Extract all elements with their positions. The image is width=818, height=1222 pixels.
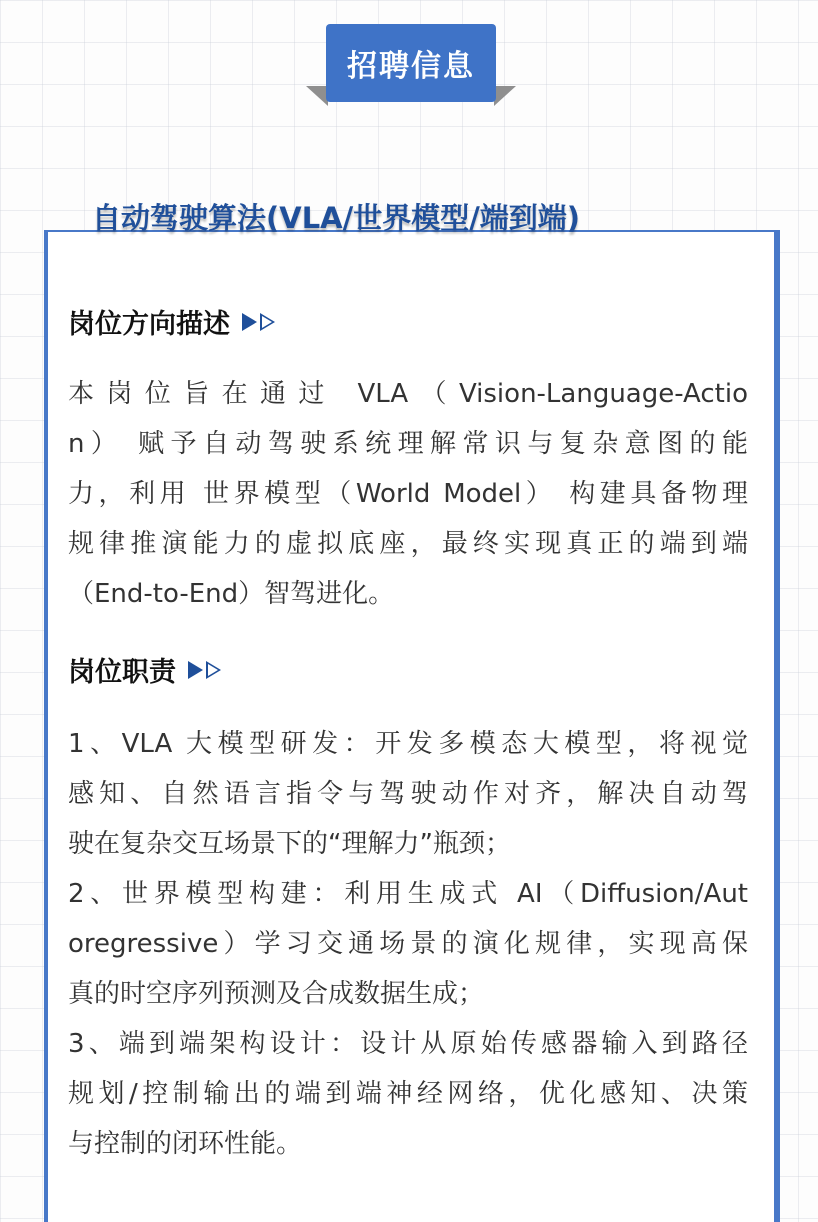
text-line: 本岗位旨在通过 VLA（Vision-Language-Actio (68, 379, 748, 409)
section-heading-text: 岗位职责 (68, 657, 176, 688)
section-heading-duties (68, 650, 221, 689)
banner-fold-right (494, 86, 516, 106)
text-line: （End-to-End）智驾进化。 (68, 579, 395, 609)
double-arrow-icon (188, 661, 221, 679)
section-heading-description (68, 302, 275, 341)
text-line: 规划/控制输出的端到端神经网络，优化感知、决策 (68, 1079, 748, 1109)
text-line: 力，利用 世界模型（World Model） 构建具备物理 (68, 479, 748, 509)
text-line: 3、端到端架构设计：设计从原始传感器输入到路径 (68, 1029, 748, 1059)
text-line: 2、世界模型构建：利用生成式 AI（Diffusion/Aut (68, 879, 748, 909)
description-paragraph (68, 369, 748, 619)
double-arrow-icon (242, 313, 275, 331)
text-line: n） 赋予自动驾驶系统理解常识与复杂意图的能 (68, 429, 748, 459)
section-heading-text: 岗位方向描述 (68, 309, 230, 340)
text-line: oregressive）学习交通场景的演化规律，实现高保 (68, 929, 748, 959)
job-title: 自动驾驶算法(VLA/世界模型/端到端) (92, 201, 581, 235)
text-line: 1、VLA 大模型研发：开发多模态大模型，将视觉 (68, 729, 748, 759)
text-line: 驶在复杂交互场景下的“理解力”瓶颈； (68, 829, 511, 859)
duties-paragraph (68, 719, 748, 1169)
text-line: 真的时空序列预测及合成数据生成； (68, 979, 485, 1009)
text-line: 与控制的闭环性能。 (68, 1129, 303, 1159)
text-line: 感知、自然语言指令与驾驶动作对齐，解决自动驾 (68, 779, 748, 809)
banner-fold-left (306, 86, 328, 106)
text-line: 规律推演能力的虚拟底座，最终实现真正的端到端 (68, 529, 748, 559)
banner (306, 24, 516, 106)
banner-label: 招聘信息 (326, 24, 496, 102)
